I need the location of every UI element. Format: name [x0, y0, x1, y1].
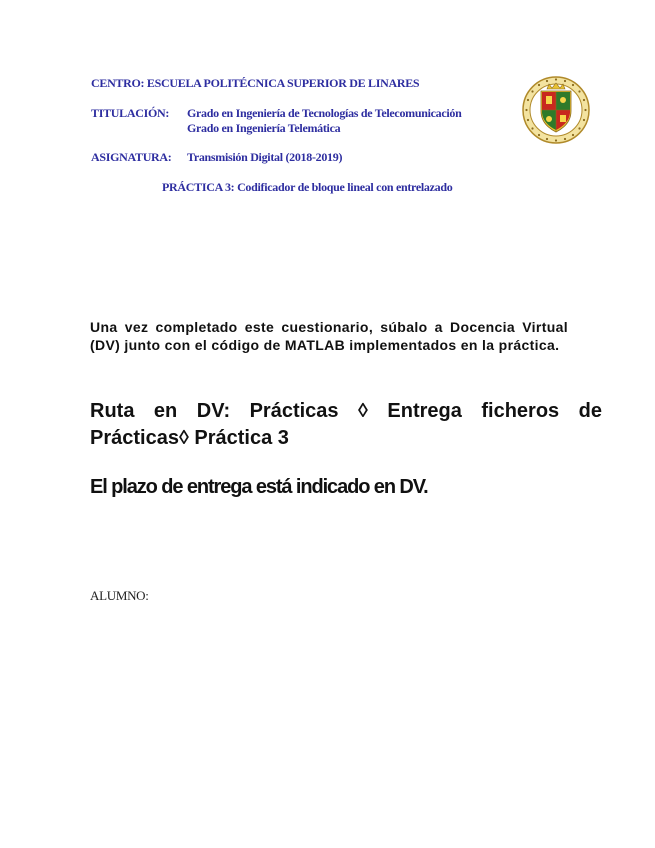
university-crest-icon — [521, 75, 591, 145]
titulacion-label: TITULACIÓN: — [91, 106, 170, 120]
asignatura-line — [91, 150, 342, 165]
titulacion-line — [91, 106, 461, 121]
titulacion-value-2: Grado en Ingeniería Telemática — [187, 121, 341, 135]
centro-line: CENTRO: ESCUELA POLITÉCNICA SUPERIOR DE LINARES — [91, 76, 420, 90]
ruta-paragraph: Ruta en DV: Prácticas ◊ Entrega ficheros de Prácticas◊ Práctica 3 — [90, 400, 602, 449]
alumno-label: ALUMNO: — [90, 588, 149, 603]
asignatura-label: ASIGNATURA: — [91, 150, 172, 164]
practica-title: PRÁCTICA 3: Codificador de bloque lineal con entrelazado — [162, 180, 453, 194]
titulacion-value-1: Grado en Ingeniería de Tecnologías de Telecomunicación — [187, 106, 462, 120]
intro-paragraph: Una vez completado este cuestionario, súbalo a Docencia Virtual (DV) junto con el código de MATLAB implementados en la práctica. — [90, 319, 568, 353]
plazo-paragraph: El plazo de entrega está indicado en DV. — [90, 476, 428, 498]
asignatura-value: Transmisión Digital (2018-2019) — [187, 150, 343, 164]
